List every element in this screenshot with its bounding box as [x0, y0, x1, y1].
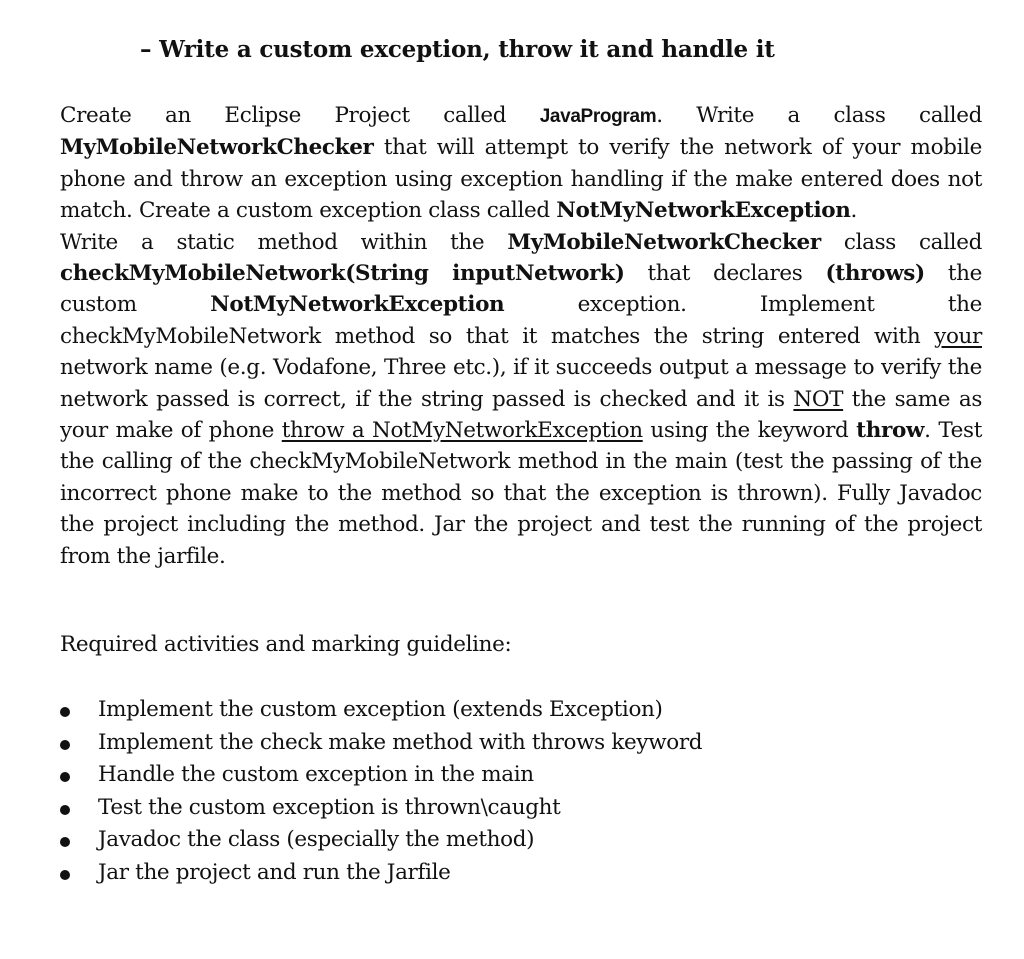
- text-segment: Write a static method within the: [60, 229, 508, 255]
- underlined-throw-exception: throw a NotMyNetworkException: [281, 418, 643, 444]
- requirement-text: Implement the check make method with throws keyword: [98, 729, 703, 755]
- requirement-text: Handle the custom exception in the main: [98, 762, 534, 788]
- requirements-title: Required activities and marking guideline:: [60, 632, 512, 657]
- text-segment: Create an Eclipse Project called: [60, 103, 540, 128]
- paragraph-method-instructions: [60, 227, 982, 572]
- text-segment: network name (e.g. Vodafone, Three etc.), if it succeeds output a message to verify the network passed is correct, if the string passed is checked and it is: [60, 355, 982, 412]
- requirement-text: Test the custom exception is thrown\caught: [98, 794, 561, 820]
- requirement-text: Jar the project and run the Jarfile: [98, 859, 451, 885]
- exception-name: NotMyNetworkException: [210, 292, 505, 318]
- class-name: MyMobileNetworkChecker: [60, 135, 374, 161]
- text-segment: using the keyword: [642, 418, 857, 444]
- class-name: MyMobileNetworkChecker: [507, 229, 821, 255]
- text-segment: . Write a class called: [656, 103, 983, 128]
- bullet-icon: [60, 805, 70, 815]
- method-signature: checkMyMobileNetwork(String inputNetwork): [60, 261, 625, 287]
- requirement-text: Javadoc the class (especially the method): [98, 827, 535, 853]
- bullet-icon: [60, 740, 70, 750]
- bullet-icon: [60, 707, 70, 717]
- underlined-not: NOT: [793, 386, 844, 412]
- throw-keyword: throw: [856, 418, 925, 444]
- underlined-your: your: [934, 323, 982, 349]
- text-segment: class called: [820, 229, 982, 255]
- text-segment: .: [850, 198, 858, 224]
- text-segment: the same as your make of phone: [60, 386, 982, 444]
- bullet-icon: [60, 837, 70, 847]
- section-heading: – Write a custom exception, throw it and handle it: [140, 36, 775, 63]
- throws-keyword: (throws): [825, 261, 925, 287]
- text-segment: that declares: [624, 261, 826, 287]
- requirement-text: Implement the custom exception (extends Exception): [98, 697, 663, 722]
- text-segment: that will attempt to verify the network of your mobile phone and throw an exception using exception handling if the make entered does not match. Create a custom exception class called: [60, 135, 982, 224]
- exception-name: NotMyNetworkException: [556, 198, 851, 224]
- bullet-icon: [60, 772, 70, 782]
- text-segment: exception. Implement the checkMyMobileNetwork method so that it matches the string entered with: [60, 292, 982, 349]
- text-segment: . Test the calling of the checkMyMobileNetwork method in the main (test the passing of the incorrect phone make to the method so that the exception is thrown). Fully Javadoc the project including the method. Jar the project and test the running of the project from the jarfile.: [60, 418, 982, 569]
- project-name: JavaProgram: [539, 106, 657, 127]
- paragraph-project-setup: [60, 100, 982, 227]
- task-description: [60, 100, 982, 572]
- text-segment: the custom: [60, 261, 982, 318]
- bullet-icon: [60, 870, 70, 880]
